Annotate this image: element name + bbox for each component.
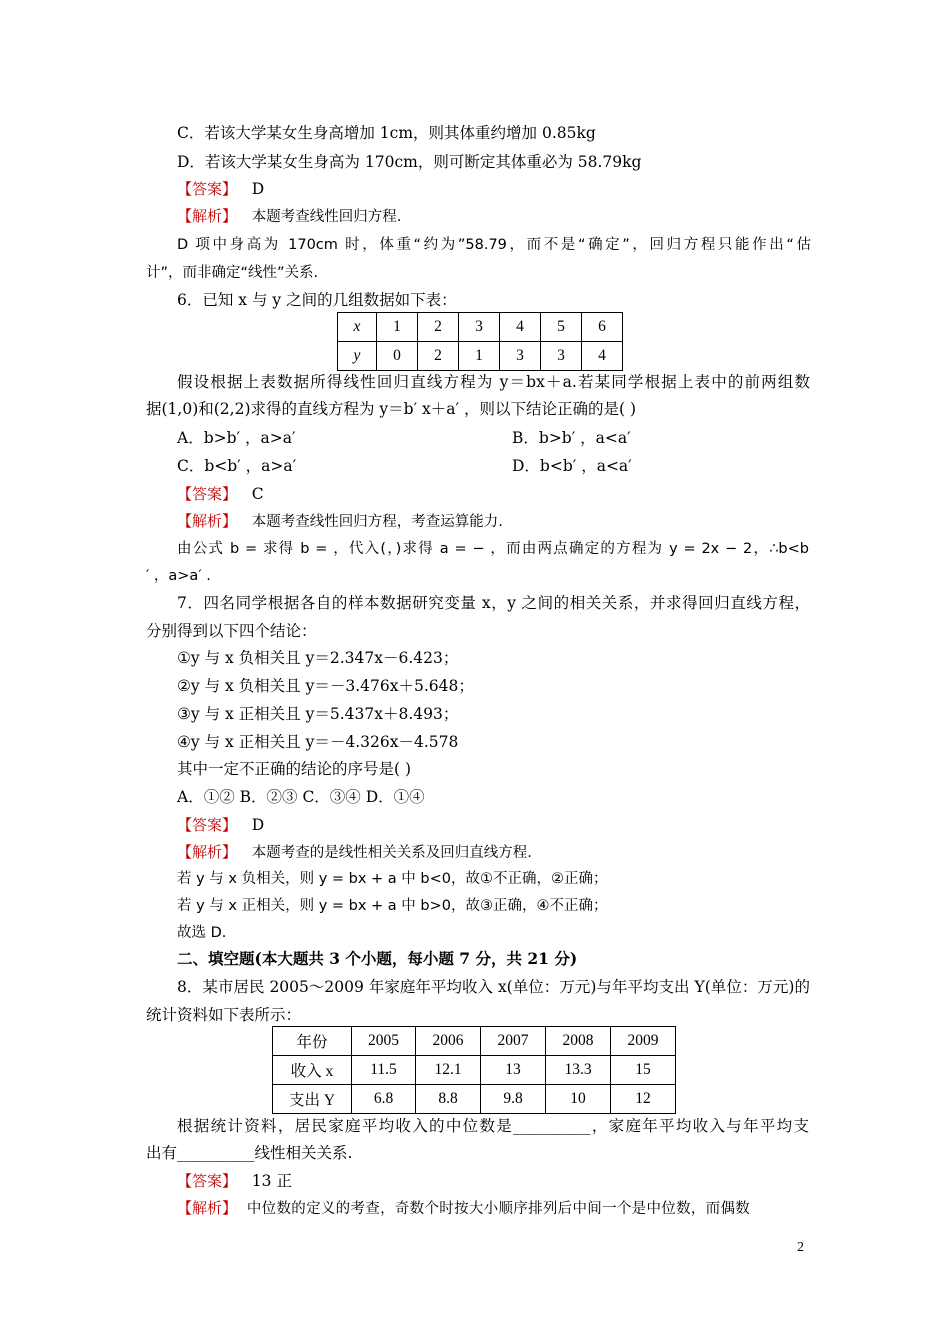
table-cell: 15 (611, 1056, 676, 1085)
table-header-cell: 2009 (611, 1027, 676, 1056)
q6-explanation-1: 由公式 b = 求得 b = ，代入(，)求得 a = − ，而由两点确定的方程为 y = 2x − 2，∴b<b (177, 541, 809, 557)
q7-explanation-3: 故选 D. (177, 925, 227, 941)
table-header-cell: 2008 (546, 1027, 611, 1056)
table-row-label: 收入 x (273, 1056, 352, 1085)
table-cell: 0 (377, 342, 418, 371)
table-cell: 3 (500, 342, 541, 371)
q8-answer (177, 1170, 841, 1192)
q8-analysis (177, 1197, 810, 1220)
q5-explanation-2: 计”，而非确定“线性”关系. (146, 265, 319, 281)
q8-text-2: 出有__________线性相关关系. (146, 1144, 353, 1162)
answer-tag: 【答案】 (177, 1172, 238, 1190)
table-cell: 4 (582, 342, 623, 371)
table-cell: 4 (500, 313, 541, 342)
table-row (273, 1056, 676, 1085)
analysis-text: 本题考查线性回归方程，考查运算能力. (251, 514, 503, 530)
q8-stem-1: 8．某市居民 2005～2009 年家庭年平均收入 x(单位：万元)与年平均支出 Y(单位：万元)的 (177, 978, 810, 996)
answer-value: D (251, 816, 265, 834)
table-header-cell: 年份 (273, 1027, 352, 1056)
q6-text-2: 据(1,0)和(2,2)求得的直线方程为 y＝b′ x＋a′ ，则以下结论正确的是( ) (146, 400, 636, 418)
q7-conclusion-1: ①y 与 x 负相关且 y＝2.347x－6.423； (177, 649, 459, 667)
table-cell: 2 (418, 342, 459, 371)
q5-answer (177, 178, 841, 200)
table-row (273, 1027, 676, 1056)
table-cell: 6 (582, 313, 623, 342)
table-header-cell: 2006 (416, 1027, 481, 1056)
q6-explanation-2: ′ ，a>a′ . (146, 568, 211, 584)
q7-question: 其中一定不正确的结论的序号是( ) (177, 760, 412, 778)
answer-value: 13 正 (251, 1172, 292, 1190)
q6-option-a: A．b>b′ ，a>a′ (177, 429, 296, 447)
q6-text-1: 假设根据上表数据所得线性回归直线方程为 y＝bx＋a.若某同学根据上表中的前两组数 (177, 373, 810, 391)
table-cell: 12.1 (416, 1056, 481, 1085)
q5-option-c: C．若该大学某女生身高增加 1cm，则其体重约增加 0.85kg (177, 124, 596, 142)
q5-explanation-1: D 项中身高为 170cm 时，体重“约为”58.79，而不是“确定”，回归方程只能作出“估 (177, 237, 811, 253)
q7-explanation-1: 若 y 与 x 负相关，则 y = bx + a 中 b<0，故①不正确，②正确； (177, 871, 608, 887)
q6-option-b: B．b>b′ ，a<a′ (512, 429, 631, 447)
answer-tag: 【答案】 (177, 816, 238, 834)
table-cell: 11.5 (352, 1056, 416, 1085)
table-row (273, 1085, 676, 1114)
table-cell: 13.3 (546, 1056, 611, 1085)
table-cell: 5 (541, 313, 582, 342)
q6-analysis (177, 510, 841, 533)
q7-conclusion-4: ④y 与 x 正相关且 y＝－4.326x－4.578 (177, 733, 459, 751)
table-row-label: 支出 Y (273, 1085, 352, 1114)
y-header: y (338, 342, 377, 371)
q5-analysis (177, 205, 841, 228)
table-row (338, 342, 623, 371)
table-header-cell: 2005 (352, 1027, 416, 1056)
q7-conclusion-2: ②y 与 x 负相关且 y＝－3.476x＋5.648； (177, 677, 474, 695)
q5-option-d: D．若该大学某女生身高为 170cm，则可断定其体重必为 58.79kg (177, 153, 642, 171)
q8-stem-2: 统计资料如下表所示： (146, 1006, 302, 1024)
analysis-text: 中位数的定义的考查，奇数个时按大小顺序排列后中间一个是中位数，而偶数 (246, 1201, 751, 1217)
table-row (338, 313, 623, 342)
analysis-tag: 【解析】 (177, 207, 238, 225)
table-cell: 9.8 (481, 1085, 546, 1114)
table-cell: 1 (377, 313, 418, 342)
analysis-tag: 【解析】 (177, 512, 238, 530)
q7-conclusion-3: ③y 与 x 正相关且 y＝5.437x＋8.493； (177, 705, 459, 723)
table-cell: 6.8 (352, 1085, 416, 1114)
q6-data-table (337, 312, 623, 371)
q7-stem-2: 分别得到以下四个结论： (146, 622, 317, 640)
table-cell: 13 (481, 1056, 546, 1085)
answer-tag: 【答案】 (177, 485, 238, 503)
table-cell: 12 (611, 1085, 676, 1114)
q7-stem-1: 7．四名同学根据各自的样本数据研究变量 x，y 之间的相关关系，并求得回归直线方程， (177, 594, 810, 612)
q7-analysis (177, 841, 841, 864)
analysis-tag: 【解析】 (177, 1199, 238, 1217)
analysis-text: 本题考查线性回归方程. (251, 209, 402, 225)
answer-value: D (251, 180, 265, 198)
table-cell: 10 (546, 1085, 611, 1114)
table-cell: 1 (459, 342, 500, 371)
q7-answer (177, 814, 841, 836)
table-cell: 8.8 (416, 1085, 481, 1114)
section-heading: 二、填空题(本大题共 3 个小题，每小题 7 分，共 21 分) (177, 949, 578, 968)
table-cell: 2 (418, 313, 459, 342)
q7-explanation-2: 若 y 与 x 正相关，则 y = bx + a 中 b>0，故③正确，④不正确； (177, 898, 608, 914)
table-cell: 3 (541, 342, 582, 371)
x-header: x (338, 313, 377, 342)
table-header-cell: 2007 (481, 1027, 546, 1056)
q7-options: A．①② B．②③ C．③④ D．①④ (177, 788, 425, 806)
table-cell: 3 (459, 313, 500, 342)
page-number: 2 (797, 1240, 804, 1255)
q8-text-1: 根据统计资料，居民家庭平均收入的中位数是__________，家庭年平均收入与年平均支 (177, 1117, 809, 1135)
q6-answer (177, 483, 841, 505)
answer-value: C (251, 485, 264, 503)
analysis-tag: 【解析】 (177, 843, 238, 861)
q6-option-c: C．b<b′ ，a>a′ (177, 457, 297, 475)
q6-option-d: D．b<b′ ，a<a′ (512, 457, 632, 475)
analysis-text: 本题考查的是线性相关关系及回归直线方程. (251, 845, 532, 861)
answer-tag: 【答案】 (177, 180, 238, 198)
q8-data-table (272, 1026, 676, 1114)
q6-stem: 6．已知 x 与 y 之间的几组数据如下表： (177, 291, 457, 309)
